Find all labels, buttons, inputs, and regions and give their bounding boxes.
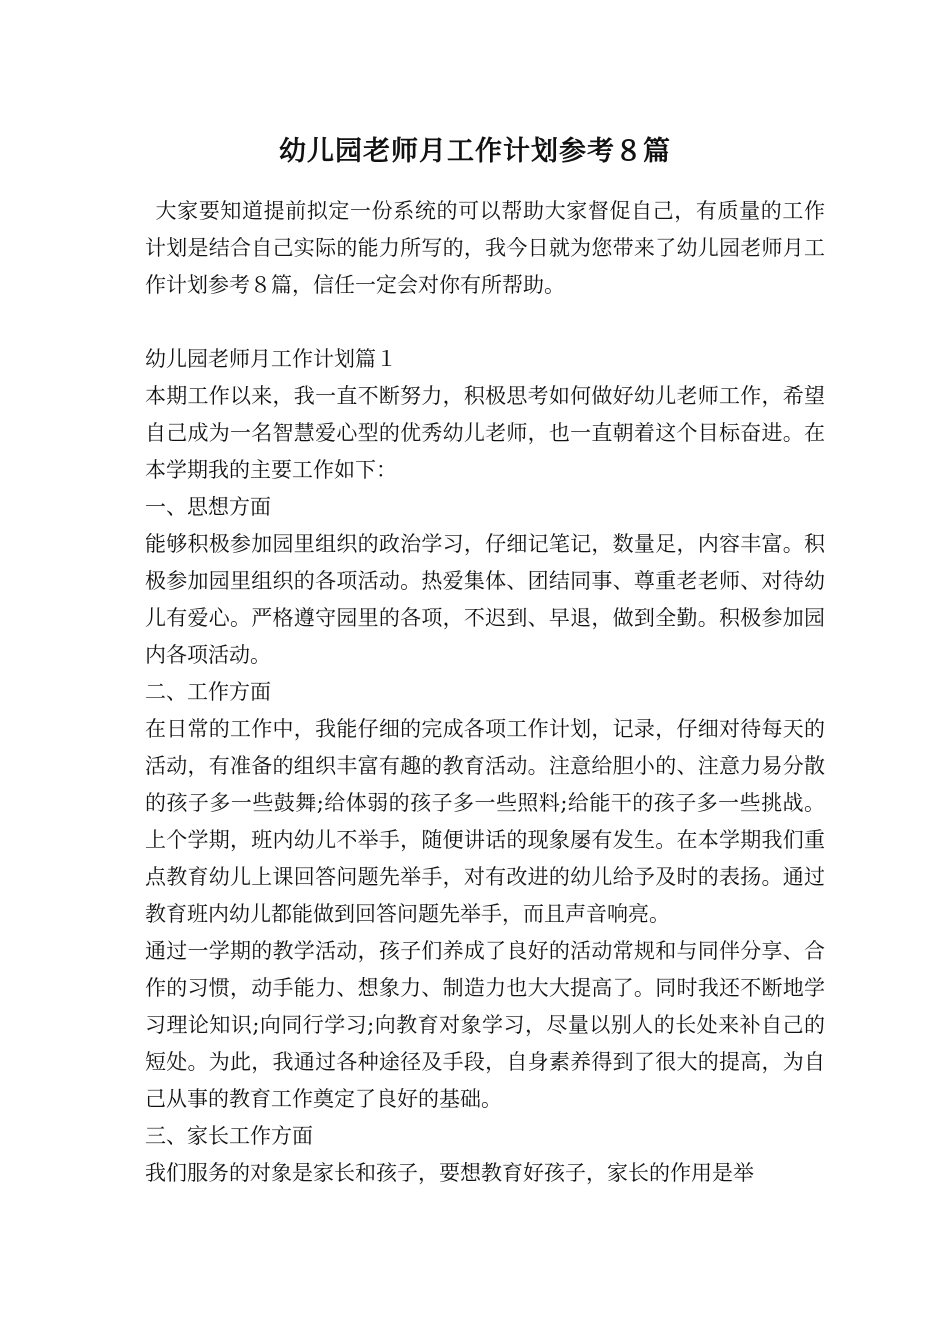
paragraph-opening: 本期工作以来，我一直不断努力，积极思考如何做好幼儿老师工作，希望自己成为一名智慧爱心型的优秀幼儿老师，也一直朝着这个目标奋进。在本学期我的主要工作如下： [145,384,825,482]
intro-paragraph: 大家要知道提前拟定一份系统的可以帮助大家督促自己，有质量的工作计划是结合自己实际的能力所写的，我今日就为您带来了幼儿园老师月工作计划参考８篇，信任一定会对你有所帮助。 [145,199,825,297]
section-title: 幼儿园老师月工作计划篇１ [145,347,397,371]
paragraph-learning: 通过一学期的教学活动，孩子们养成了良好的活动常规和与同伴分享、合作的习惯，动手能力、想象力、制造力也大大提高了。同时我还不断地学习理论知识;向同行学习;向教育对象学习，尽量以别人的长处来补自己的短处。为此，我通过各种途径及手段，自身素养得到了很大的提高，为自己从事的教育工作奠定了良好的基础。 [145,939,825,1111]
document-title: 幼儿园老师月工作计划参考８篇 [279,136,671,167]
heading-thought: 一、思想方面 [145,495,271,519]
paragraph-thought: 能够积极参加园里组织的政治学习，仔细记笔记，数量足，内容丰富。积极参加园里组织的各项活动。热爱集体、团结同事、尊重老老师、对待幼儿有爱心。严格遵守园里的各项，不迟到、早退，做到全勤。积极参加园内各项活动。 [145,532,825,667]
document-body [145,193,825,1192]
paragraph-parents: 我们服务的对象是家长和孩子，要想教育好孩子，家长的作用是举 [145,1161,754,1185]
paragraph-work: 在日常的工作中，我能仔细的完成各项工作计划，记录，仔细对待每天的活动，有准备的组织丰富有趣的教育活动。注意给胆小的、注意力易分散的孩子多一些鼓舞;给体弱的孩子多一些照料;给能干的孩子多一些挑战。上个学期，班内幼儿不举手，随便讲话的现象屡有发生。在本学期我们重点教育幼儿上课回答问题先举手，对有改进的幼儿给予及时的表扬。通过教育班内幼儿都能做到回答问题先举手，而且声音响亮。 [145,717,825,926]
paragraph-spacer [145,304,825,341]
heading-work: 二、工作方面 [145,680,271,704]
heading-parents: 三、家长工作方面 [145,1124,313,1148]
